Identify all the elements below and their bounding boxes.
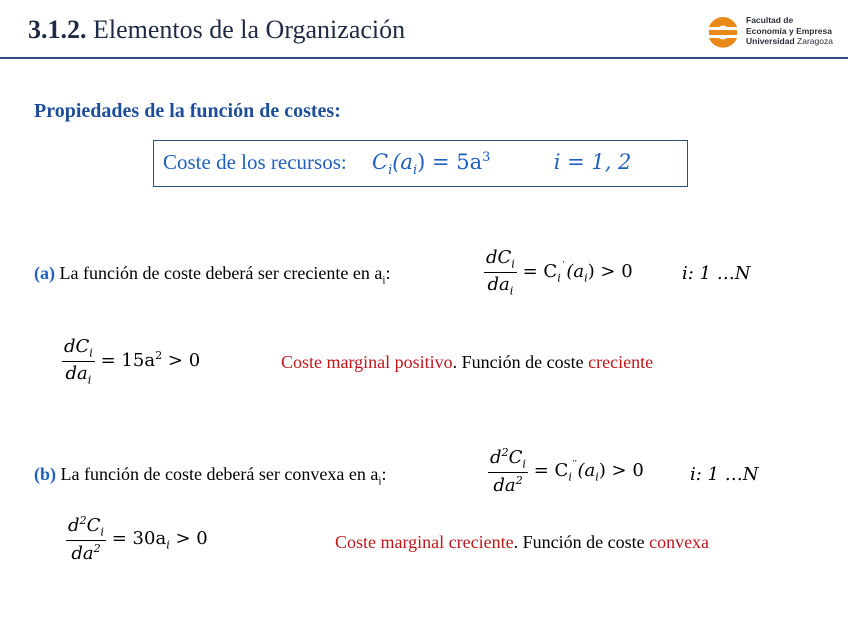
part-b-comment: Coste marginal creciente. Función de coste convexa bbox=[335, 532, 710, 552]
university-logo bbox=[706, 14, 836, 50]
slide-title bbox=[28, 15, 405, 45]
part-a-derivative: $\frac{dC_i}{da_i}$ = $C_i^˙(a_i) > 0$ bbox=[486, 247, 633, 298]
index-range: i = 1, 2 bbox=[553, 150, 632, 174]
header-divider bbox=[0, 57, 848, 59]
logo-text: Facultad de Economía y Empresa Universidad Zaragoza bbox=[746, 15, 833, 46]
part-a-range: i: 1 …N bbox=[682, 263, 751, 284]
part-b-statement: (b) La función de coste deberá ser convexa en $a_i$: bbox=[34, 464, 387, 488]
part-b-second-derivative: $\frac{d^2C_i}{da^2}$ = $C_i^¨(a_i) > 0$ bbox=[490, 446, 644, 496]
section-title-text: Elementos de la Organización bbox=[93, 15, 406, 44]
part-a-statement: (a) La función de coste deberá ser creciente en $a_i$: bbox=[34, 263, 391, 287]
cost-label: Coste de los recursos: bbox=[163, 150, 347, 174]
logo-icon bbox=[706, 15, 740, 49]
section-number: 3.1.2. bbox=[28, 15, 87, 44]
cost-formula: $C_i(a_i) = 5a^3$ bbox=[371, 150, 491, 179]
part-a-comment: Coste marginal positivo. Función de coste creciente bbox=[281, 352, 654, 372]
cost-formula-line bbox=[163, 150, 631, 178]
part-a-result: $\frac{dC_i}{da_i}$ = $15a^2 > 0$ bbox=[64, 336, 201, 387]
part-b-result: $\frac{d^2C_i}{da^2}$ = $30a_i > 0$ bbox=[68, 514, 208, 564]
properties-heading: Propiedades de la función de costes: bbox=[34, 100, 341, 122]
part-b-range: i: 1 …N bbox=[690, 464, 759, 485]
